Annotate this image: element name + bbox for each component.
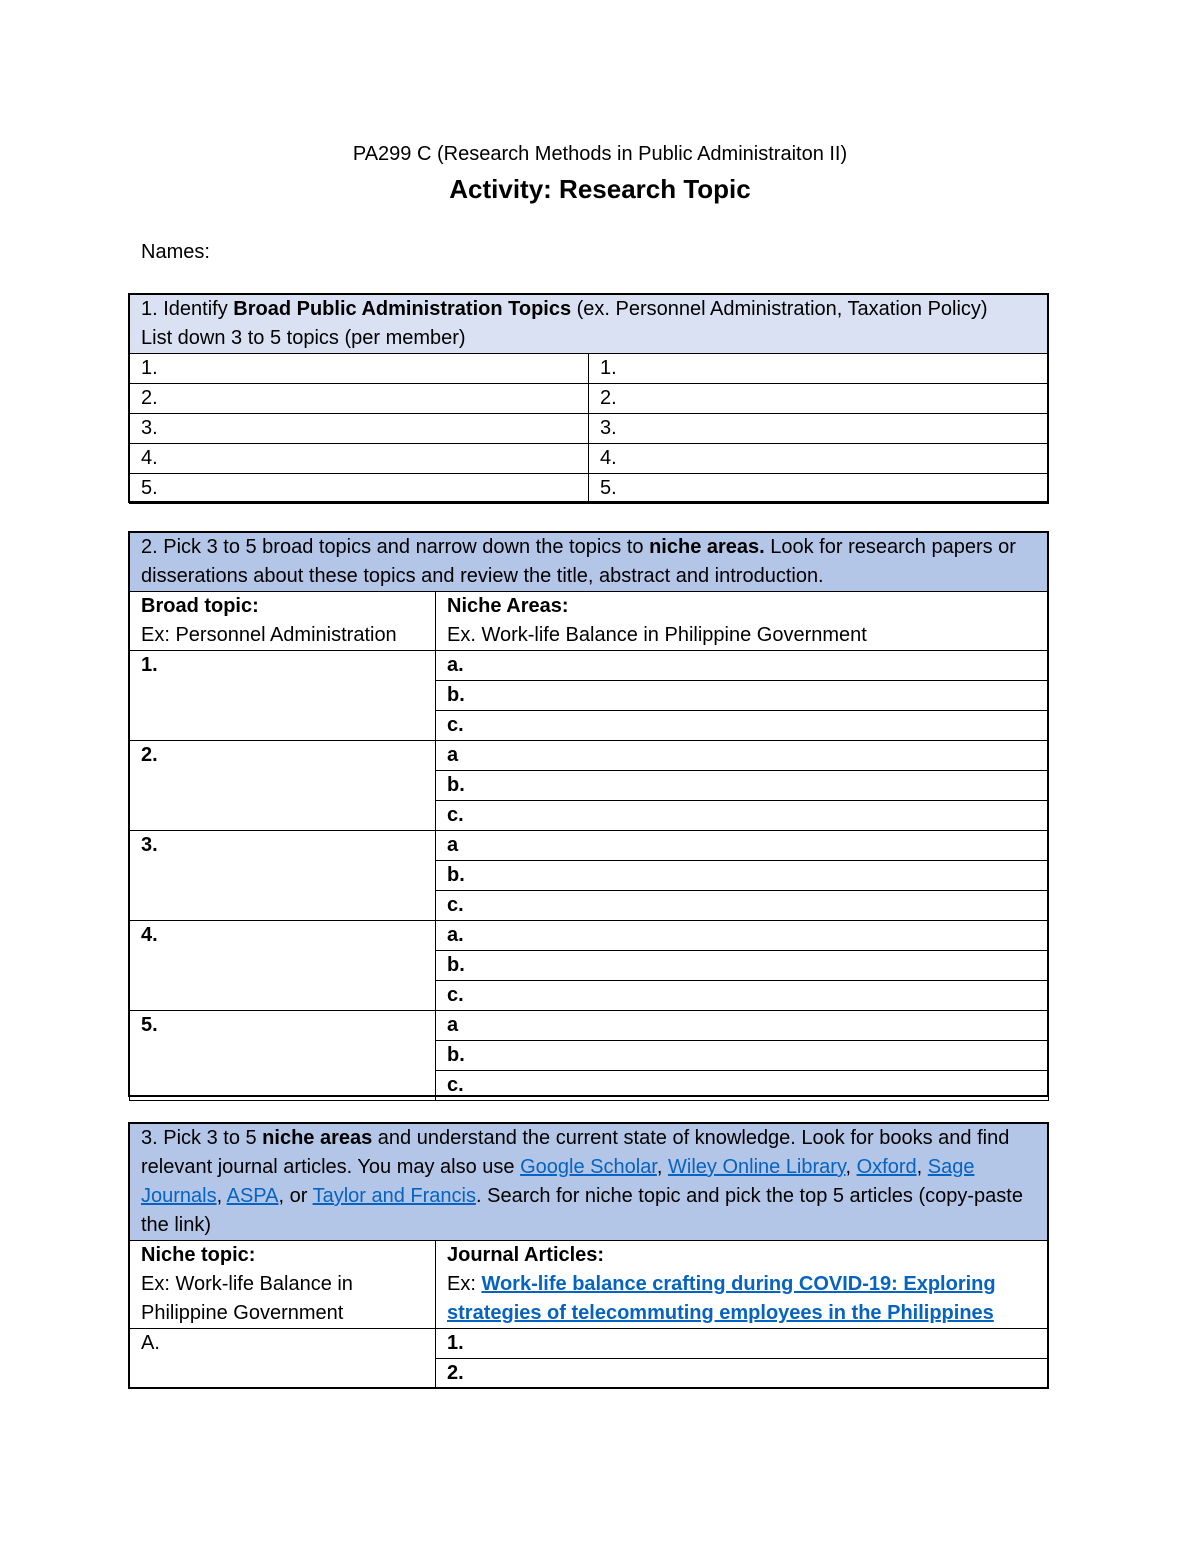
table-row (130, 1329, 1049, 1359)
section3-prompt: 3. Pick 3 to 5 niche areas and understand the current state of knowledge. Look for books and find relevant journal articles. You may also use Google Scholar, Wiley Online Library, Oxford, Sage Journals, ASPA, or Taylor and Francis. Search for niche topic and pick the top 5 articles (copy-paste the link) (130, 1124, 1049, 1241)
niche-area-cell[interactable]: a. (436, 921, 1049, 951)
niche-area-cell[interactable]: b. (436, 1041, 1049, 1071)
broad-topic-cell[interactable]: 4. (130, 921, 436, 1011)
section1-table (129, 294, 1049, 504)
section2-column-headers (130, 592, 1049, 651)
niche-area-cell[interactable]: a (436, 831, 1049, 861)
topic-entry-cell[interactable]: 4. (589, 444, 1049, 474)
niche-area-cell[interactable]: b. (436, 771, 1049, 801)
journal-article-cell[interactable]: 1. (436, 1329, 1049, 1359)
course-title: PA299 C (Research Methods in Public Administraiton II) (352, 143, 848, 165)
niche-topic-cell[interactable]: A. (130, 1329, 436, 1389)
niche-area-cell[interactable]: b. (436, 681, 1049, 711)
section3-table (129, 1123, 1049, 1389)
activity-title: Activity: Research Topic (449, 174, 751, 204)
aspa-link[interactable]: ASPA (226, 1185, 279, 1207)
niche-area-cell[interactable]: c. (436, 891, 1049, 921)
niche-area-cell[interactable]: c. (436, 981, 1049, 1011)
table-row (130, 1011, 1049, 1041)
table-row (130, 414, 1049, 444)
journal-articles-header: Journal Articles: Ex: Work-life balance crafting during COVID-19: Exploring strategies of telecommuting employees in the Philippines (436, 1241, 1049, 1329)
table-row (130, 474, 1049, 504)
table-row (130, 354, 1049, 384)
topic-entry-cell[interactable]: 3. (130, 414, 589, 444)
niche-area-cell[interactable]: c. (436, 801, 1049, 831)
niche-area-cell[interactable]: a (436, 1011, 1049, 1041)
google-scholar-link[interactable]: Google Scholar (520, 1156, 657, 1178)
sage-journals-link[interactable]: Sage Journals (141, 1156, 975, 1207)
topic-entry-cell[interactable]: 2. (589, 384, 1049, 414)
journal-article-cell[interactable]: 2. (436, 1359, 1049, 1389)
topic-entry-cell[interactable]: 1. (130, 354, 589, 384)
topic-entry-cell[interactable]: 3. (589, 414, 1049, 444)
taylor-and-francis-link[interactable]: Taylor and Francis (312, 1185, 476, 1207)
section1-prompt: 1. Identify Broad Public Administration Topics (ex. Personnel Administration, Taxation Policy) List down 3 to 5 topics (per member) (130, 295, 1049, 354)
topic-entry-cell[interactable]: 1. (589, 354, 1049, 384)
example-article-link[interactable]: Work-life balance crafting during COVID-19: Exploring strategies of telecommuting employees in the Philippines (447, 1273, 996, 1324)
niche-area-cell[interactable]: b. (436, 951, 1049, 981)
topic-entry-cell[interactable]: 5. (130, 474, 589, 504)
section2-prompt: 2. Pick 3 to 5 broad topics and narrow down the topics to niche areas. Look for research papers or disserations about these topics and review the title, abstract and introduction. (130, 533, 1049, 592)
table-row (130, 831, 1049, 861)
broad-topic-header: Broad topic: Ex: Personnel Administration (130, 592, 436, 651)
table-row (130, 921, 1049, 951)
table-row (130, 444, 1049, 474)
niche-area-cell[interactable]: a. (436, 651, 1049, 681)
names-label: Names: (141, 241, 210, 263)
topic-entry-cell[interactable]: 2. (130, 384, 589, 414)
wiley-online-library-link[interactable]: Wiley Online Library (668, 1156, 846, 1178)
niche-topic-header: Niche topic: Ex: Work-life Balance in Philippine Government (130, 1241, 436, 1329)
topic-entry-cell[interactable]: 5. (589, 474, 1049, 504)
broad-topic-cell[interactable]: 3. (130, 831, 436, 921)
table-row (130, 651, 1049, 681)
broad-topic-cell[interactable]: 2. (130, 741, 436, 831)
table-row (130, 384, 1049, 414)
niche-area-cell[interactable]: a (436, 741, 1049, 771)
niche-area-cell[interactable]: c. (436, 711, 1049, 741)
section2-table (129, 532, 1049, 1101)
topic-entry-cell[interactable]: 4. (130, 444, 589, 474)
broad-topic-cell[interactable]: 5. (130, 1011, 436, 1101)
section3-column-headers (130, 1241, 1049, 1329)
broad-topic-cell[interactable]: 1. (130, 651, 436, 741)
niche-areas-header: Niche Areas: Ex. Work-life Balance in Philippine Government (436, 592, 1049, 651)
oxford-link[interactable]: Oxford (856, 1156, 917, 1178)
niche-area-cell[interactable]: b. (436, 861, 1049, 891)
niche-area-cell[interactable]: c. (436, 1071, 1049, 1101)
table-row (130, 741, 1049, 771)
